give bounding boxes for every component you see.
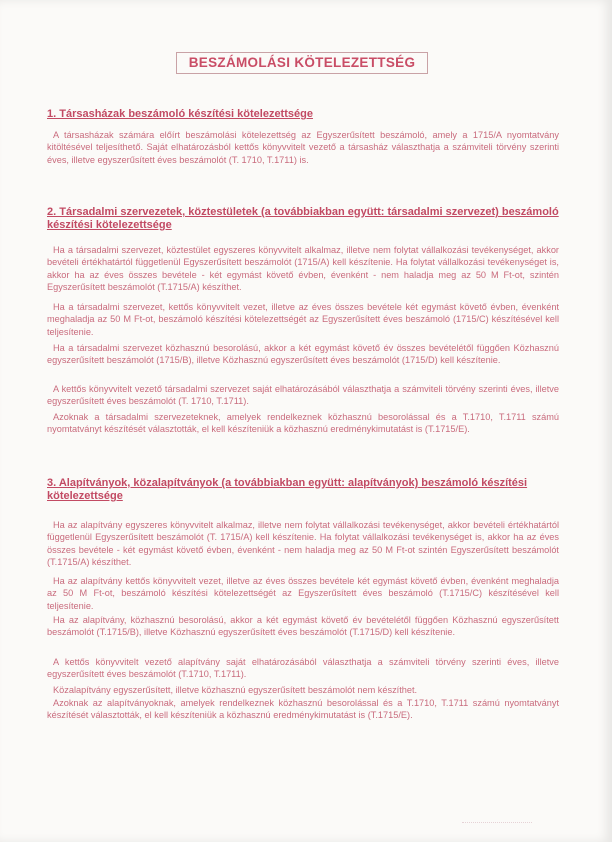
section-2-paragraph-3: Ha a társadalmi szervezet közhasznú besorolású, akkor a két egymást követő év összes bevételétől függően Közhasznú egyszerűsített beszámolót (1715/B), illetve Közhasznú egyszerűsített éves beszámolót (1715/D) kell készítenie. [47, 343, 559, 366]
section-3-paragraph-6: Azoknak az alapítványoknak, amelyek rendelkeznek közhasznú besorolással és a T.1710, T.1711 számú nyomtatványt készítését választották, el kell készíteniük a közhasznú eredménykimutatást is (T.1715/E). [47, 698, 559, 721]
section-2-heading: 2. Társadalmi szervezetek, köztestületek (a továbbiakban együtt: társadalmi szervezet) beszámoló készítési kötelezettsége [47, 206, 559, 231]
section-2-paragraph-4: A kettős könyvvitelt vezető társadalmi szervezet saját elhatározásából választhatja a számviteli törvény szerinti éves, illetve egyszerűsített éves beszámolót (T. 1710, T.1711). [47, 384, 559, 407]
section-3-paragraph-4: A kettős könyvvitelt vezető alapítvány saját elhatározásából választhatja a számviteli törvény szerinti éves, illetve egyszerűsített éves beszámolót (T.1710, T.1711). [47, 657, 559, 680]
section-3-heading: 3. Alapítványok, közalapítványok (a továbbiakban együtt: alapítványok) beszámoló készítési kötelezettsége [47, 477, 528, 502]
title-box [176, 52, 428, 74]
section-2-paragraph-5: Azoknak a társadalmi szervezeteknek, amelyek rendelkeznek közhasznú besorolással és a T.1710, T.1711 számú nyomtatványt készítését választották, el kell készíteniük a közhasznú eredménykimutatást is (T.1715/E). [47, 412, 559, 435]
section-1-paragraph-1: A társasházak számára előírt beszámolási kötelezettség az Egyszerűsített beszámoló, amely a 1715/A nyomtatvány kitöltésével teljesíthető. Saját elhatározásból kettős könyvvitelt vezető a társasház választhatja a számviteli törvény szerinti éves, illetve egyszerűsített éves beszámolót (T. 1710, T.1711) is. [47, 130, 559, 165]
show-through-mark [462, 812, 532, 823]
section-3-paragraph-2: Ha az alapítvány kettős könyvvitelt vezet, illetve az éves összes bevétele két egymást követő évben, évenként meghaladja az 50 M Ft-ot, beszámoló készítési kötelezettségét az Egyszerűsített éves beszámoló (T.1715/C) készítésével kell teljesítenie. [47, 576, 559, 611]
page-title: BESZÁMOLÁSI KÖTELEZETTSÉG [188, 55, 416, 70]
section-3-paragraph-5: Közalapítvány egyszerűsített, illetve közhasznú egyszerűsített beszámolót nem készíthet. [53, 685, 418, 695]
section-2-paragraph-1: Ha a társadalmi szervezet, köztestület egyszeres könyvvitelt alkalmaz, illetve nem folytat vállalkozási tevékenységet, akkor bevételi értékhatártól függetlenül Egyszerűsített beszámolót (1715/A) kell készítenie. Ha folytat vállalkozási tevékenységet is, akkor ha az éves összes bevétele - két egymást követő évben, évenként - nem haladja meg az 50 M Ft-ot, szintén Egyszerűsített beszámolót (T.1715/A) készíthet. [47, 245, 559, 293]
section-3-paragraph-1: Ha az alapítvány egyszeres könyvvitelt alkalmaz, illetve nem folytat vállalkozási tevékenységet, akkor bevételi értékhatártól függetlenül Egyszerűsített beszámolót (T. 1715/A) kell készítenie. Ha folytat vállalkozási tevékenységet is, akkor ha az éves összes bevétele - két egymást követő évben, évenként - nem haladja meg az 50 M Ft-ot szintén Egyszerűsített beszámolót (T.1715/A) készíthet. [47, 520, 559, 568]
section-2-paragraph-2: Ha a társadalmi szervezet, kettős könyvvitelt vezet, illetve az éves összes bevétele két egymást követő évben, évenként meghaladja az 50 M Ft-ot, beszámoló készítési kötelezettségét az Egyszerűsített éves beszámoló (1715/C) készítésével kell teljesítenie. [47, 302, 559, 337]
section-1-heading: 1. Társasházak beszámoló készítési kötelezettsége [47, 108, 313, 120]
section-3-paragraph-3: Ha az alapítvány, közhasznú besorolású, akkor a két egymást követő év bevételétől függően Közhasznú egyszerűsített beszámolót (T.1715/B), illetve Közhasznú egyszerűsített éves beszámolót (T.1715/D) kell készítenie. [47, 615, 559, 638]
